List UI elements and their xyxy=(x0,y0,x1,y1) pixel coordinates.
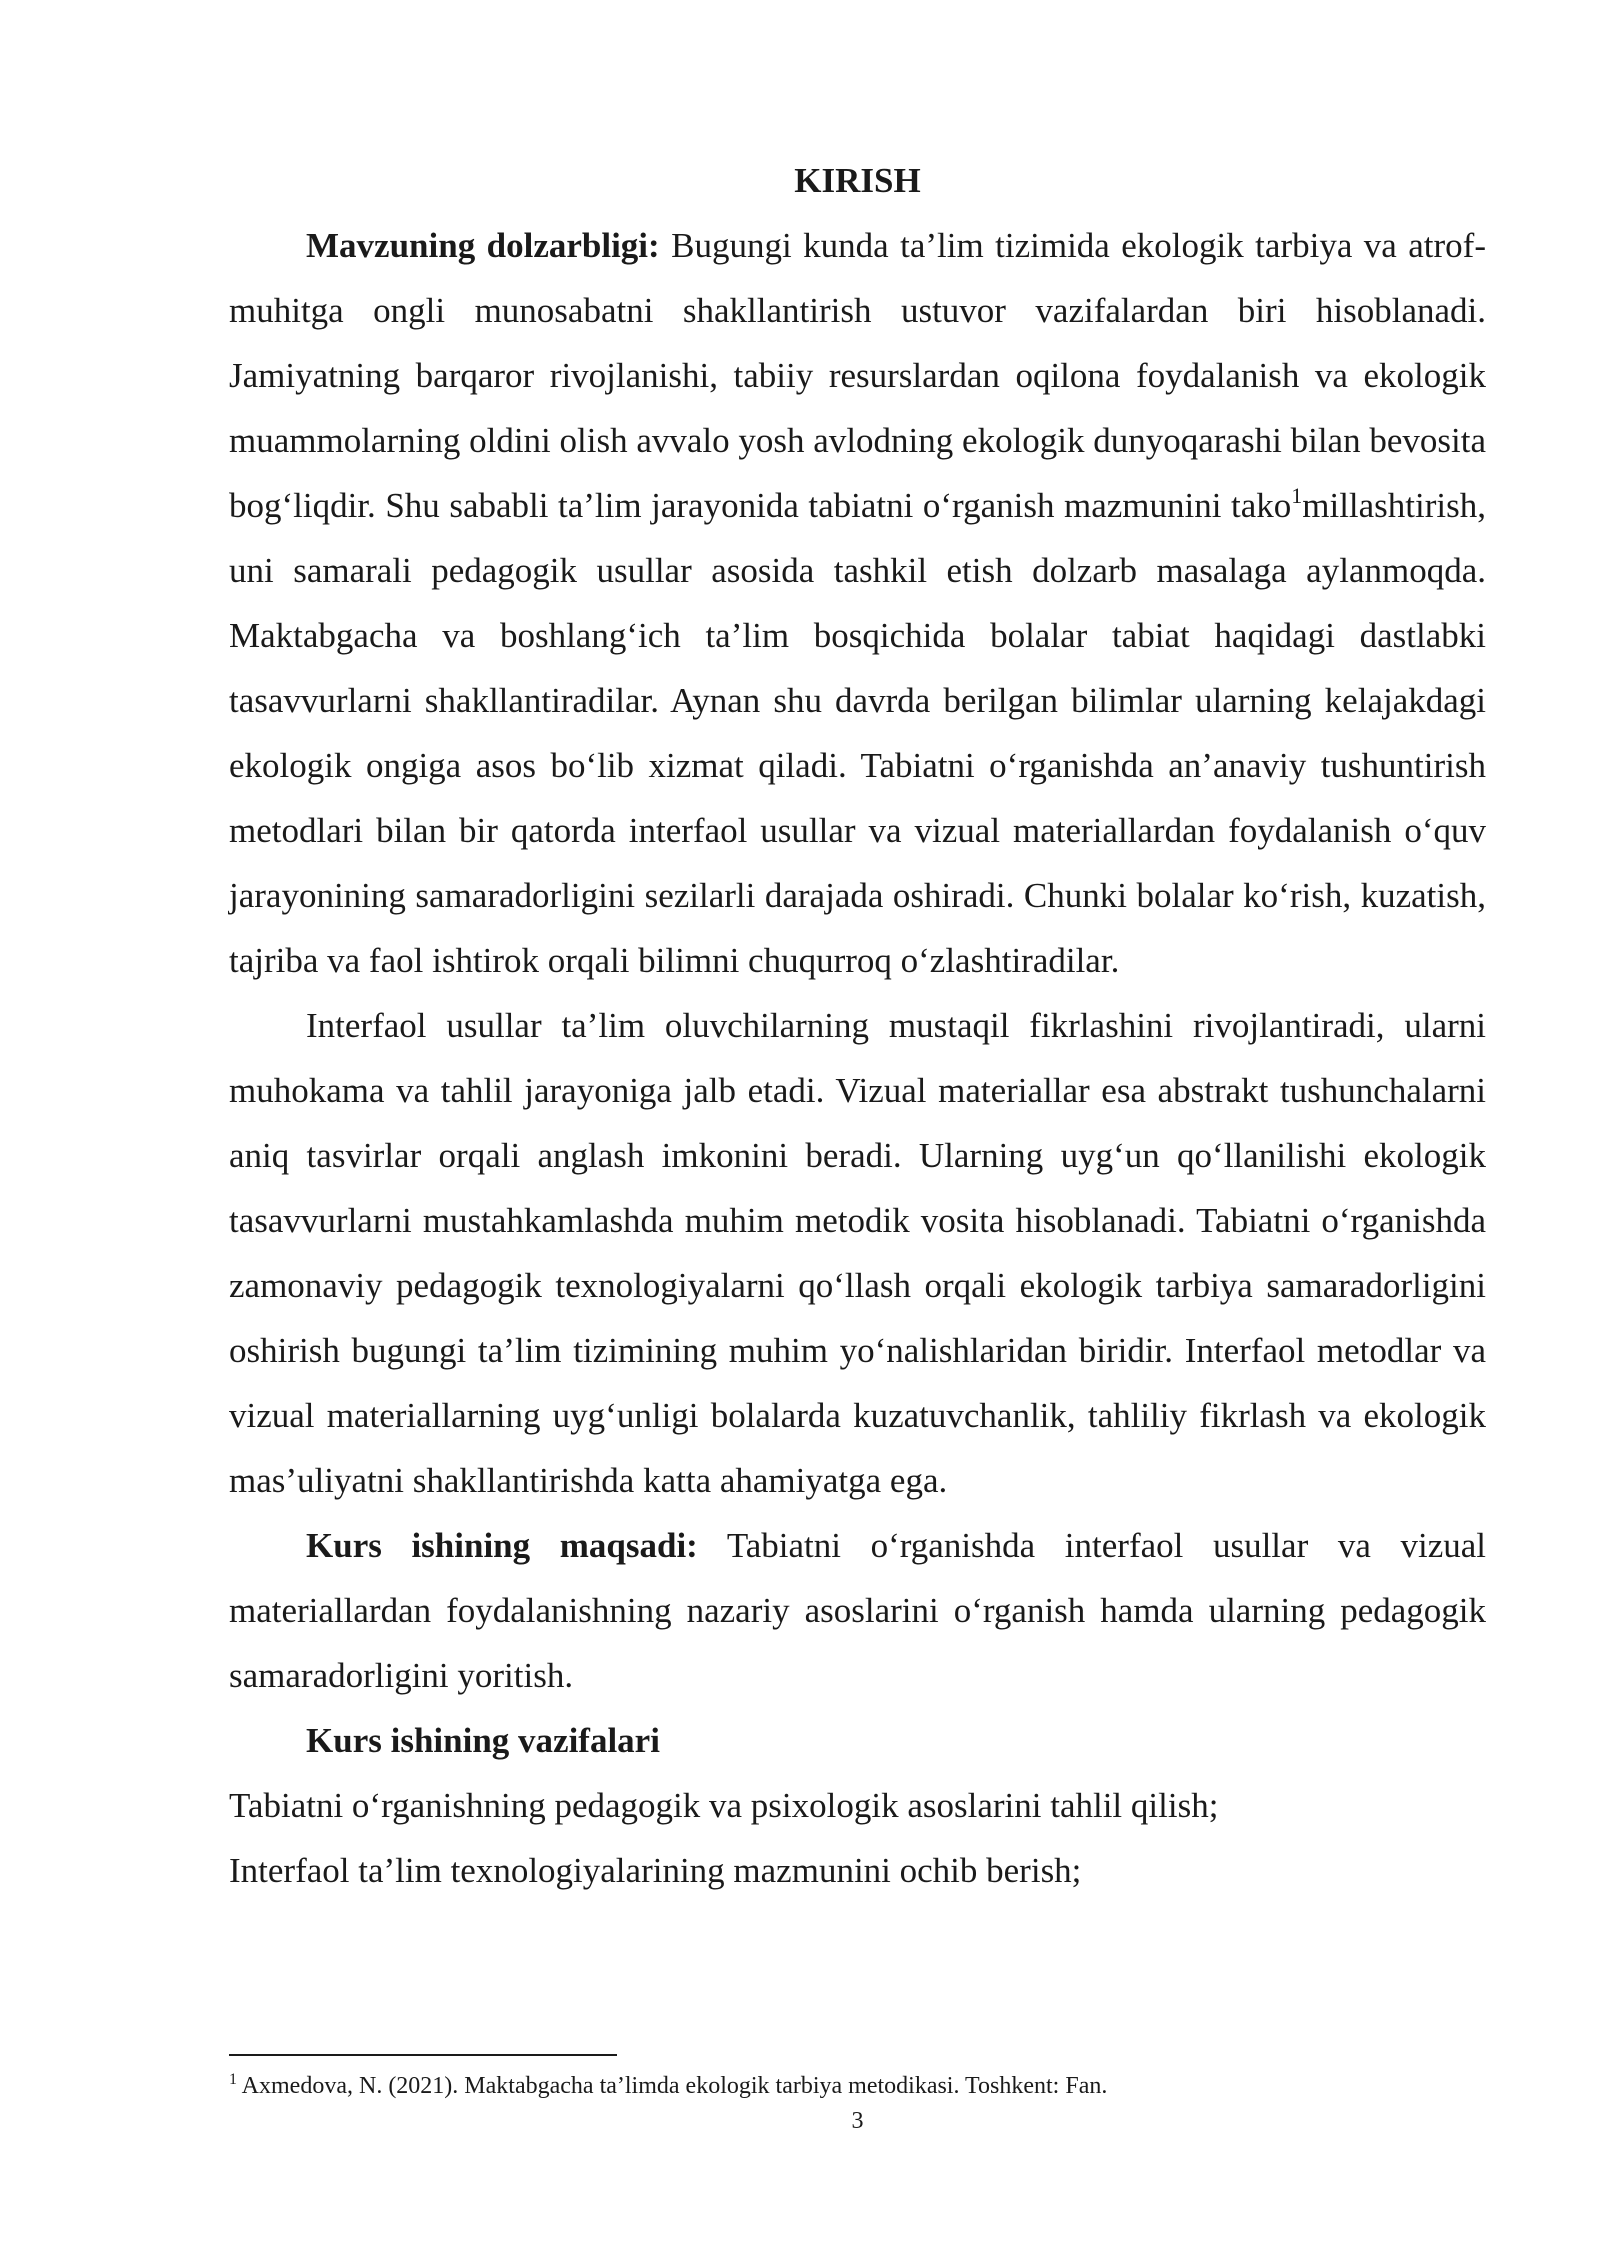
relevance-text-part2: millashtirish, uni samarali pedagogik usullar asosida tashkil etish dolzarb masalaga aylanmoqda. Maktabgacha va boshlang‘ich ta’lim bosqichida bolalar tabiat haqidagi dastlabki tasavvurlarni shakllantiradilar. Aynan shu davrda berilgan bilimlar ularning kelajakdagi ekologik ongiga asos bo‘lib xizmat qiladi. Tabiatni o‘rganishda an’anaviy tushuntirish metodlari bilan bir qatorda interfaol usullar va vizual materiallardan foydalanish o‘quv jarayonining samaradorligini sezilarli darajada oshiradi. Chunki bolalar ko‘rish, kuzatish, tajriba va faol ishtirok orqali bilimni chuqurroq o‘zlashtiradilar. xyxy=(229,486,1486,980)
task-item: Tabiatni o‘rganishning pedagogik va psixologik asoslarini tahlil qilish; xyxy=(229,1786,1219,1825)
goal-paragraph xyxy=(229,1513,1486,1708)
footnote-text: Axmedova, N. (2021). Maktabgacha ta’limda ekologik tarbiya metodikasi. Toshkent: Fan. xyxy=(237,2073,1108,2099)
footnote-mark: 1 xyxy=(229,2071,237,2088)
goal-label: Kurs ishining maqsadi: xyxy=(306,1526,698,1565)
relevance-text-part1: Bugungi kunda ta’lim tizimida ekologik tarbiya va atrof-muhitga ongli munosabatni shakllantirish ustuvor vazifalardan biri hisoblanadi. Jamiyatning barqaror rivojlanishi, tabiiy resurslardan oqilona foydalanish va ekologik muammolarning oldini olish avvalo yosh avlodning ekologik dunyoqarashi bilan bevosita bog‘liqdir. Shu sababli ta’lim jarayonida tabiatni o‘rganish mazmunini tako xyxy=(229,226,1486,525)
task-item: Interfaol ta’lim texnologiyalarining mazmunini ochib berish; xyxy=(229,1851,1082,1890)
relevance-label: Mavzuning dolzarbligi: xyxy=(306,226,660,265)
footnote xyxy=(229,2070,1486,2102)
page-title: KIRISH xyxy=(794,161,921,200)
page-number: 3 xyxy=(851,2108,864,2134)
footnote-divider xyxy=(229,2054,617,2056)
tasks-heading: Kurs ishining vazifalari xyxy=(306,1721,660,1760)
footnote-reference[interactable]: 1 xyxy=(1291,483,1303,508)
body-paragraph-2: Interfaol usullar ta’lim oluvchilarning mustaqil fikrlashini rivojlantiradi, ularni muhokama va tahlil jarayoniga jalb etadi. Vizual materiallar esa abstrakt tushunchalarni aniq tasvirlar orqali anglash imkonini beradi. Ularning uyg‘un qo‘llanilishi ekologik tasavvurlarni mustahkamlashda muhim metodik vosita hisoblanadi. Tabiatni o‘rganishda zamonaviy pedagogik texnologiyalarni qo‘llash orqali ekologik tarbiya samaradorligini oshirish bugungi ta’lim tizimining muhim yo‘nalishlaridan biridir. Interfaol metodlar va vizual materiallarning uyg‘unligi bolalarda kuzatuvchanlik, tahliliy fikrlash va ekologik mas’uliyatni shakllantirishda katta ahamiyatga ega. xyxy=(229,1006,1486,1500)
relevance-paragraph xyxy=(229,213,1486,993)
goal-text: Tabiatni o‘rganishda interfaol usullar va vizual materiallardan foydalanishning nazariy asoslarini o‘rganish hamda ularning pedagogik samaradorligini yoritish. xyxy=(229,1526,1486,1695)
main-text xyxy=(229,148,1486,1903)
